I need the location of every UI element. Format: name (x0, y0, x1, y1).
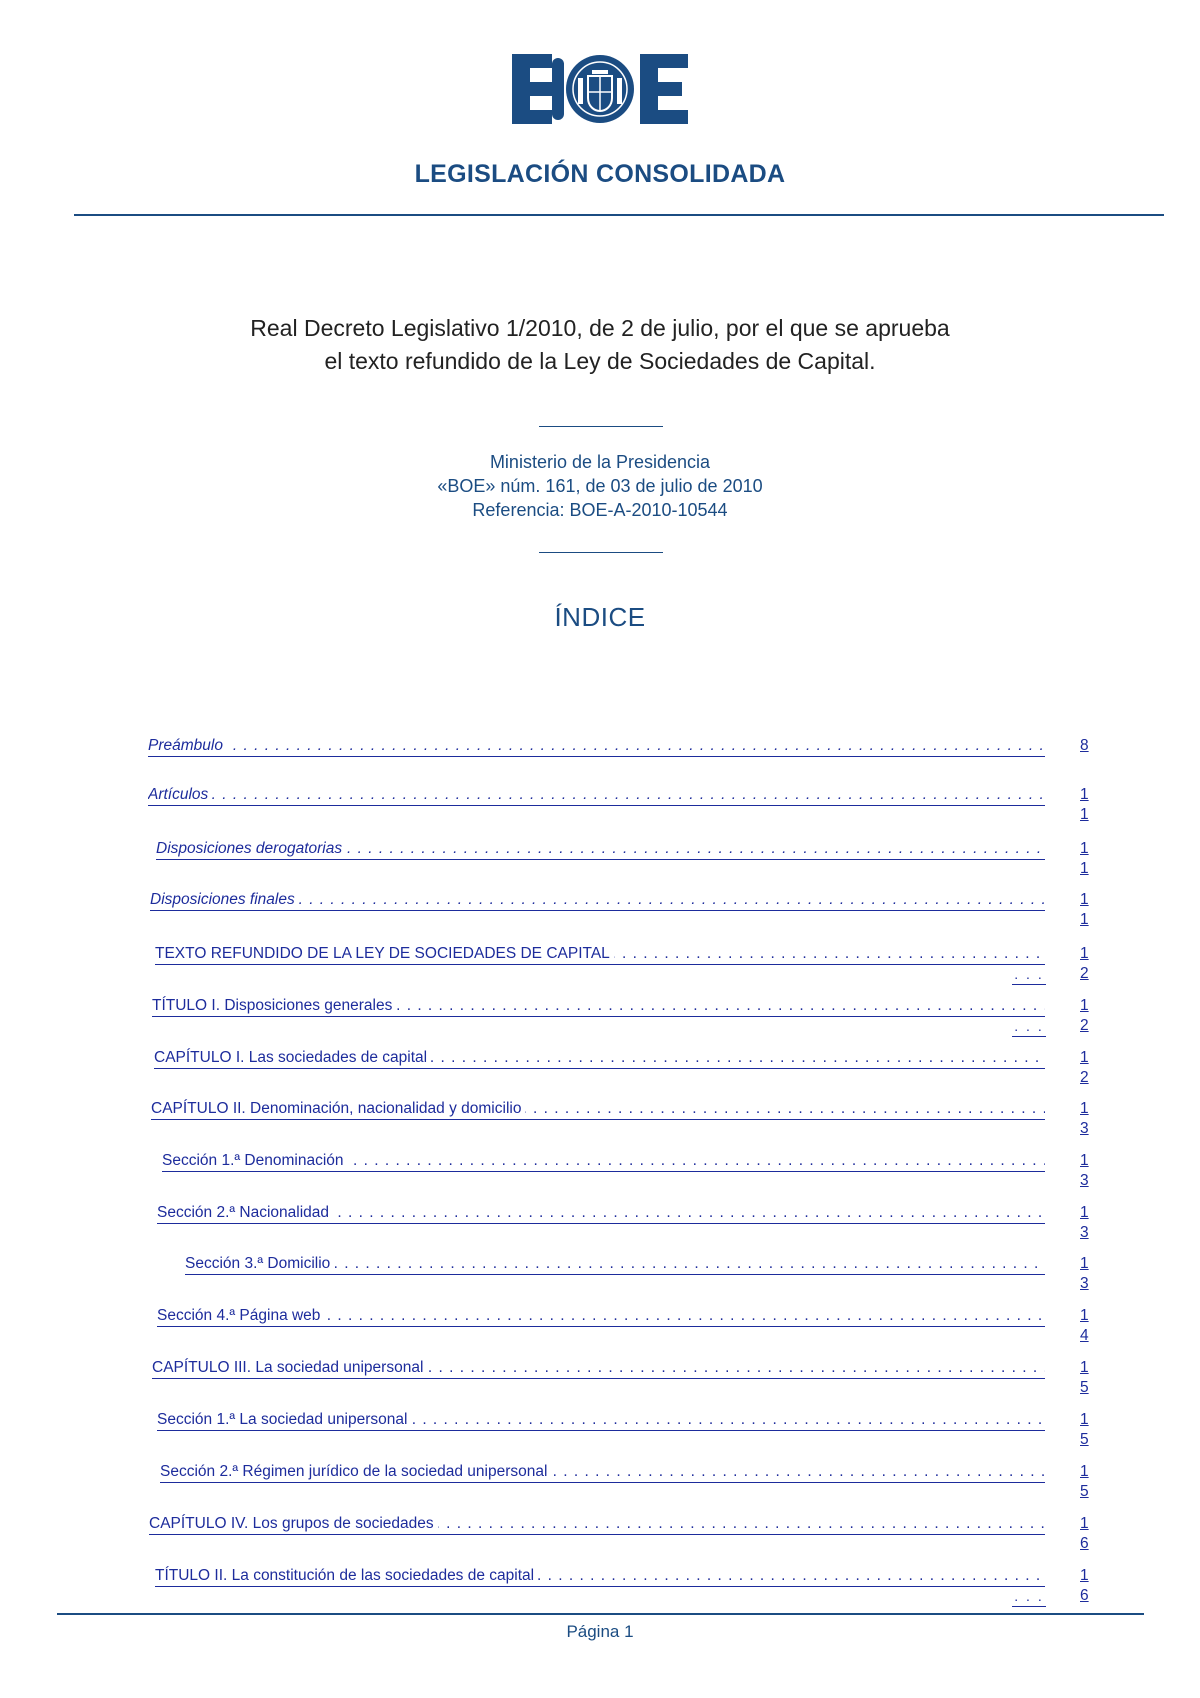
toc-entry[interactable] (0, 1514, 1200, 1556)
toc-entry-page[interactable]: 11 (1080, 786, 1089, 823)
toc-entry-leader-continuation: . . . (1012, 966, 1046, 985)
toc-entry-page[interactable]: 15 (1080, 1359, 1089, 1396)
toc-entry-link[interactable] (154, 1048, 1045, 1069)
toc-entry[interactable] (0, 1254, 1200, 1296)
toc-entry[interactable] (0, 1151, 1200, 1193)
toc-entry-label: TEXTO REFUNDIDO DE LA LEY DE SOCIEDADES DE CAPITAL (155, 945, 614, 962)
toc-entry-link[interactable] (152, 996, 1045, 1017)
toc-entry-label: TÍTULO II. La constitución de las sociedades de capital (155, 1567, 538, 1584)
footer-divider (57, 1613, 1144, 1615)
toc-entry-label: Preámbulo (148, 737, 227, 754)
toc-entry-label: Sección 1.ª La sociedad unipersonal (157, 1411, 411, 1428)
toc-entry[interactable] (0, 1462, 1200, 1504)
toc-entry-page[interactable]: 8 (1080, 737, 1089, 754)
toc-entry-link[interactable] (162, 1151, 1045, 1172)
toc-entry-page[interactable]: 12 (1080, 997, 1089, 1034)
toc-entry-label: Sección 3.ª Domicilio (185, 1255, 334, 1272)
toc-entry-link[interactable] (148, 785, 1045, 806)
toc-entry-link[interactable] (157, 1203, 1045, 1224)
ministry-text: Ministerio de la Presidencia (489, 452, 711, 472)
toc-entry-page[interactable]: 12 (1080, 945, 1089, 982)
toc-entry-label: Artículos (148, 786, 212, 803)
toc-entry-label: Sección 4.ª Página web (157, 1307, 324, 1324)
toc-entry-label: CAPÍTULO II. Denominación, nacionalidad y domicilio (151, 1100, 525, 1117)
gazette-text: «BOE» núm. 161, de 03 de julio de 2010 (437, 476, 763, 496)
toc-entry-page[interactable]: 13 (1080, 1255, 1089, 1292)
toc-entry-label: CAPÍTULO I. Las sociedades de capital (154, 1049, 431, 1066)
toc-entry[interactable] (0, 1099, 1200, 1141)
toc-entry-page[interactable]: 13 (1080, 1204, 1089, 1241)
toc-entry[interactable] (0, 890, 1200, 932)
toc-entry-label: CAPÍTULO III. La sociedad unipersonal (152, 1359, 427, 1376)
toc-entry[interactable] (0, 785, 1200, 827)
toc-entry-label: Disposiciones finales (150, 891, 299, 908)
toc-entry-link[interactable] (155, 944, 1045, 965)
page-number: Página 1 (566, 1622, 634, 1641)
index-title: ÍNDICE (554, 602, 646, 632)
toc-entry[interactable] (0, 1566, 1200, 1608)
toc-entry-label: Sección 2.ª Nacionalidad (157, 1204, 333, 1221)
toc-entry-link[interactable] (150, 890, 1045, 911)
toc-entry-page[interactable]: 12 (1080, 1049, 1089, 1086)
document-title-line2: el texto refundido de la Ley de Sociedades de Capital. (324, 348, 876, 374)
toc-entry-page[interactable]: 16 (1080, 1515, 1089, 1552)
toc-entry-label: CAPÍTULO IV. Los grupos de sociedades (149, 1515, 438, 1532)
toc-entry-leader-continuation: . . . (1012, 1018, 1046, 1037)
toc-entry-link[interactable] (156, 839, 1045, 860)
toc-entry-link[interactable] (157, 1306, 1045, 1327)
toc-entry[interactable] (0, 736, 1200, 778)
header-title: LEGISLACIÓN CONSOLIDADA (414, 160, 786, 188)
toc-entry[interactable] (0, 839, 1200, 881)
toc-entry-page[interactable]: 15 (1080, 1463, 1089, 1500)
toc-entry-link[interactable] (152, 1358, 1045, 1379)
toc-entry[interactable] (0, 1358, 1200, 1400)
toc-entry[interactable] (0, 1306, 1200, 1348)
toc-entry-page[interactable]: 11 (1080, 840, 1089, 877)
reference-text: Referencia: BOE-A-2010-10544 (472, 500, 728, 520)
toc-entry-link[interactable] (155, 1566, 1045, 1587)
toc-entry-page[interactable]: 13 (1080, 1100, 1089, 1137)
toc-entry-link[interactable] (185, 1254, 1045, 1275)
toc-entry-page[interactable]: 13 (1080, 1152, 1089, 1189)
toc-entry-link[interactable] (157, 1410, 1045, 1431)
toc-entry[interactable] (0, 944, 1200, 986)
toc-entry-page[interactable]: 16 (1080, 1567, 1089, 1604)
toc-entry-link[interactable] (149, 1514, 1045, 1535)
toc-entry-link[interactable] (148, 736, 1045, 757)
toc-entry[interactable] (0, 1203, 1200, 1245)
toc-entry-page[interactable]: 14 (1080, 1307, 1089, 1344)
toc-entry-page[interactable]: 15 (1080, 1411, 1089, 1448)
toc-entry-label: Sección 2.ª Régimen jurídico de la sociedad unipersonal (160, 1463, 551, 1480)
toc-entry-page[interactable]: 11 (1080, 891, 1089, 928)
toc-entry-label: Sección 1.ª Denominación (162, 1152, 348, 1169)
toc-entry-label: Disposiciones derogatorias (156, 840, 346, 857)
toc-entry[interactable] (0, 1048, 1200, 1090)
toc-entry-leader-continuation: . . . (1012, 1588, 1046, 1607)
toc-entry-link[interactable] (151, 1099, 1045, 1120)
toc-entry-link[interactable] (160, 1462, 1045, 1483)
toc-entry[interactable] (0, 1410, 1200, 1452)
toc-entry-label: TÍTULO I. Disposiciones generales (152, 997, 396, 1014)
toc-entry[interactable] (0, 996, 1200, 1038)
document-title-line1: Real Decreto Legislativo 1/2010, de 2 de julio, por el que se aprueba (250, 315, 950, 341)
